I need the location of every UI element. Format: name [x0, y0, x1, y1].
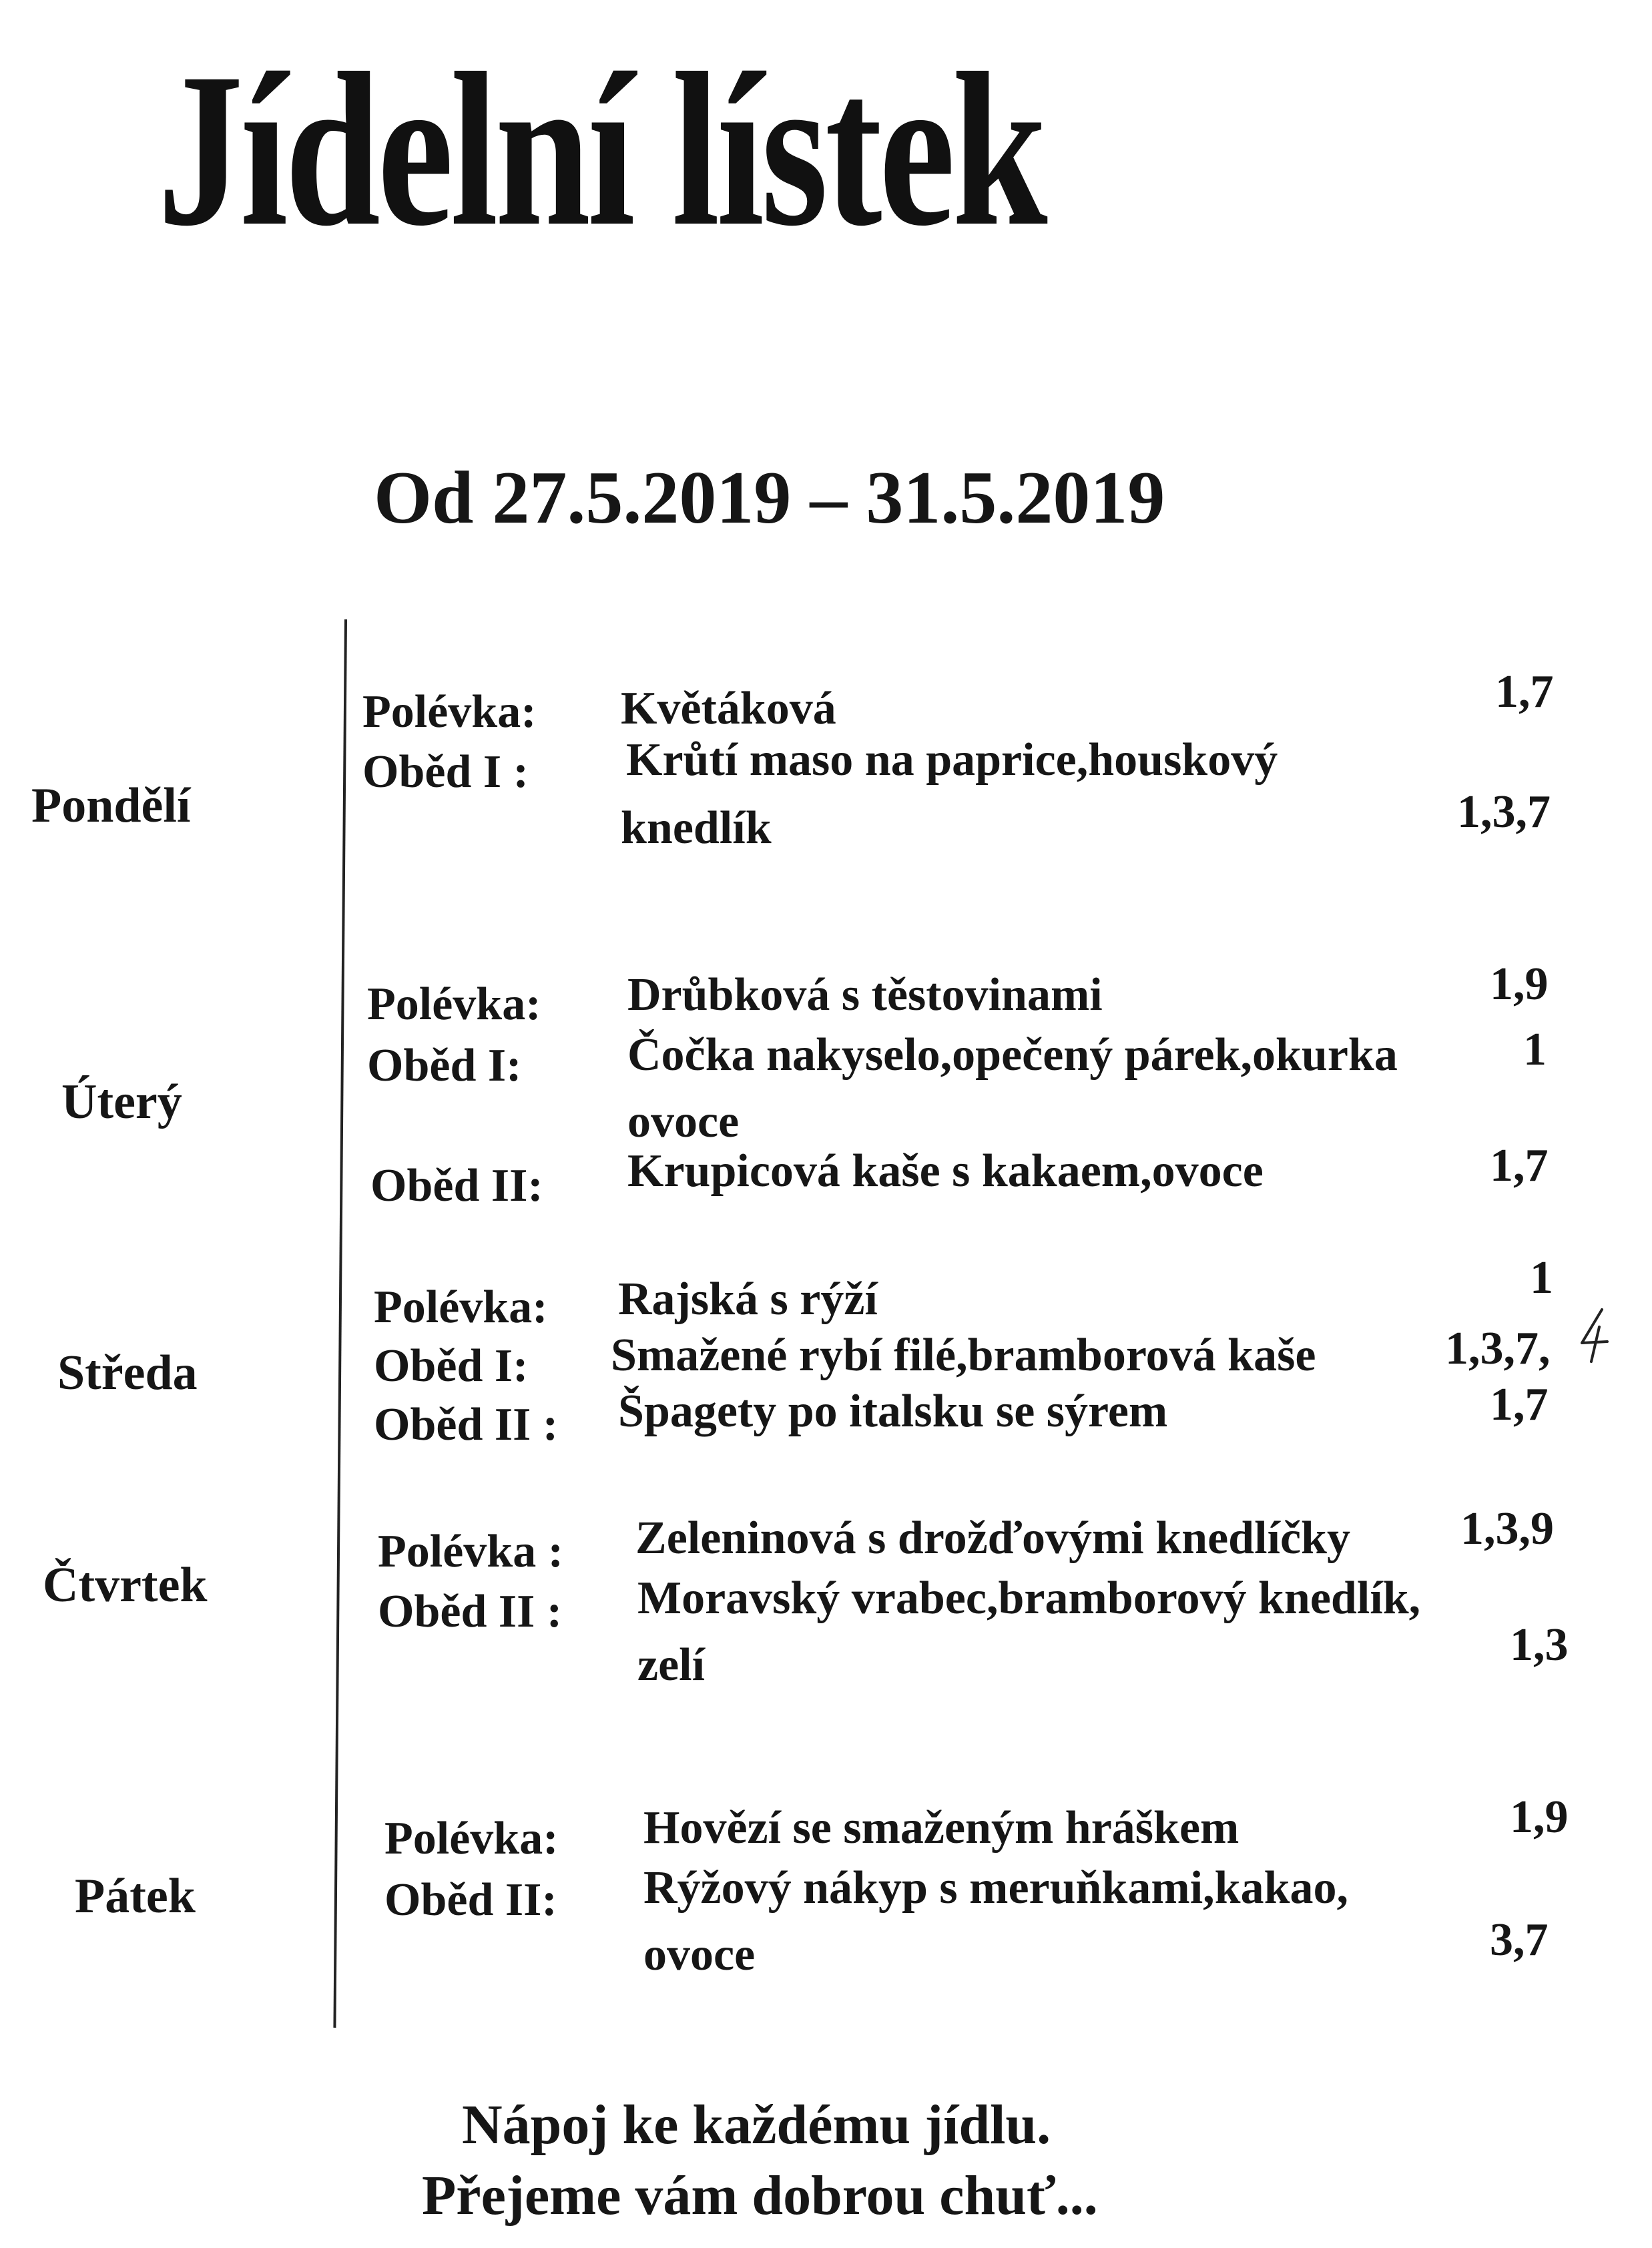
day-name-tuesday: Úterý	[61, 1075, 182, 1129]
day-name-thursday: Čtvrtek	[43, 1558, 208, 1613]
menu-label: Oběd II :	[378, 1586, 563, 1637]
handwritten-note	[1577, 1307, 1609, 1363]
date-range: Od 27.5.2019 – 31.5.2019	[374, 457, 1165, 539]
allergen-codes: 1,7	[1490, 1379, 1549, 1430]
allergen-codes: 1,3	[1510, 1619, 1569, 1671]
day-name-wednesday: Středa	[57, 1346, 198, 1400]
allergen-codes: 3,7	[1490, 1914, 1549, 1966]
footer-greeting: Přejeme vám dobrou chuť...	[422, 2165, 1098, 2227]
menu-dish: Hovězí se smaženým hráškem	[643, 1802, 1240, 1854]
menu-label: Oběd I:	[367, 1040, 522, 1091]
menu-label: Oběd I:	[374, 1340, 529, 1392]
menu-label: Polévka:	[362, 686, 537, 738]
menu-label: Polévka :	[378, 1526, 564, 1577]
menu-dish: ovoce	[643, 1929, 756, 1980]
menu-label: Polévka:	[384, 1813, 559, 1864]
menu-dish: Čočka nakyselo,opečený párek,okurka	[627, 1029, 1398, 1081]
column-divider	[333, 619, 347, 2028]
menu-dish: zelí	[637, 1639, 706, 1691]
day-name-friday: Pátek	[75, 1869, 196, 1924]
menu-dish: Krupicová kaše s kakaem,ovoce	[627, 1145, 1264, 1197]
allergen-codes: 1,9	[1490, 958, 1549, 1010]
menu-dish: Smažené rybí filé,bramborová kaše	[611, 1330, 1316, 1381]
allergen-codes: 1,7	[1495, 666, 1554, 718]
menu-dish: Moravský vrabec,bramborový knedlík,	[637, 1573, 1421, 1624]
menu-dish: Drůbková s těstovinami	[627, 969, 1103, 1021]
menu-label: Polévka:	[374, 1282, 548, 1333]
allergen-codes: 1	[1523, 1024, 1547, 1075]
menu-dish: Krůtí maso na paprice,houskový	[626, 734, 1278, 786]
page-title: Jídelní lístek	[158, 28, 1045, 272]
menu-dish: Špagety po italsku se sýrem	[618, 1386, 1168, 1437]
allergen-codes: 1,9	[1510, 1791, 1569, 1843]
menu-dish: Rajská s rýží	[618, 1274, 878, 1325]
allergen-codes: 1,3,9	[1460, 1503, 1554, 1555]
allergen-codes: 1,3,7,	[1445, 1323, 1551, 1374]
allergen-codes: 1,7	[1490, 1140, 1549, 1191]
menu-dish: Rýžový nákyp s meruňkami,kakao,	[643, 1862, 1349, 1914]
allergen-codes: 1,3,7	[1457, 786, 1551, 838]
menu-label: Oběd II:	[370, 1160, 543, 1211]
menu-label: Polévka:	[367, 978, 541, 1030]
menu-dish: Květáková	[621, 683, 836, 734]
menu-label: Oběd I :	[362, 746, 529, 798]
allergen-codes: 1	[1530, 1252, 1553, 1304]
menu-dish: knedlík	[621, 802, 772, 854]
menu-dish: ovoce	[627, 1096, 740, 1147]
footer-drink-note: Nápoj ke každému jídlu.	[462, 2094, 1051, 2156]
menu-dish: Zeleninová s drožďovými knedlíčky	[635, 1512, 1350, 1564]
menu-label: Oběd II :	[374, 1399, 559, 1450]
menu-label: Oběd II:	[384, 1874, 557, 1926]
day-name-monday: Pondělí	[31, 778, 191, 833]
